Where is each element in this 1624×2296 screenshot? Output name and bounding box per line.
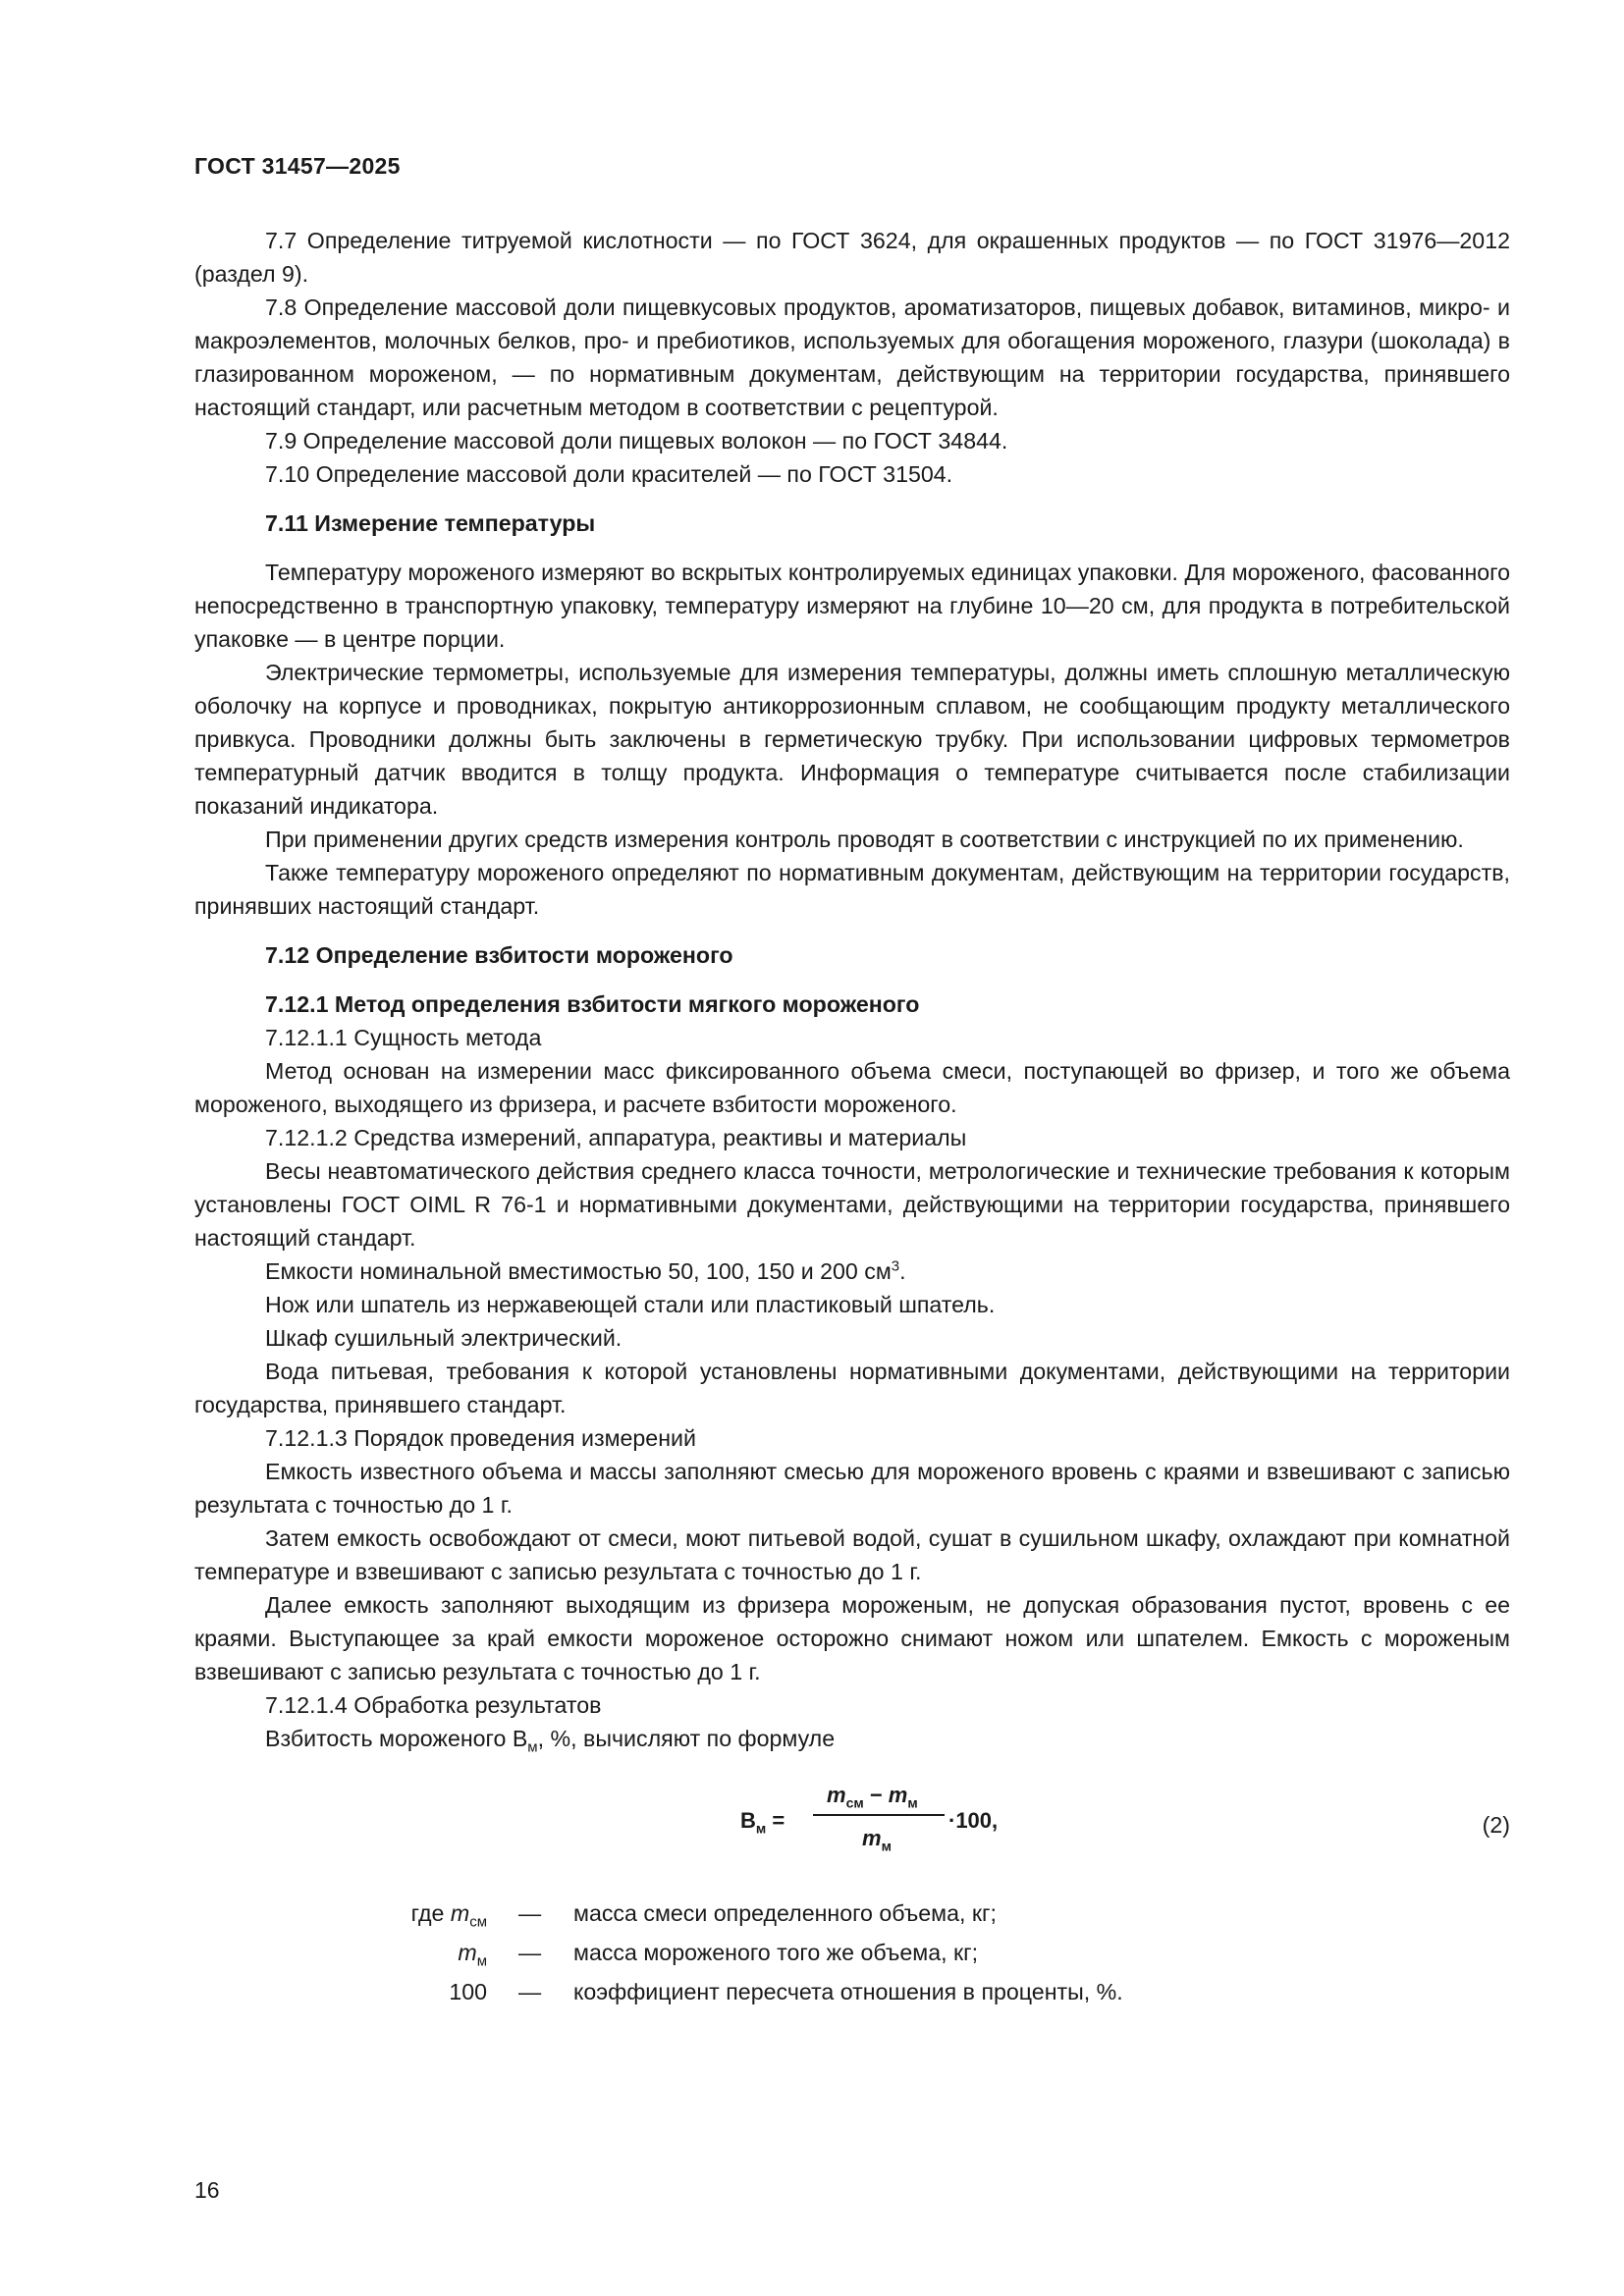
paragraph-7-7: 7.7 Определение титруемой кислотности — по ГОСТ 3624, для окрашенных продуктов — по ГОСТ 31976—2012 (раздел 9). <box>194 228 1510 287</box>
denominator-subscript: м <box>881 1838 892 1854</box>
formula-number: (2) <box>1482 1812 1510 1838</box>
legend-variable: m <box>458 1940 477 1965</box>
document-header: ГОСТ 31457—2025 <box>194 153 401 179</box>
paragraph-method: Метод основан на измерении масс фиксированного объема смеси, поступающей во фризер, и того же объема мороженого, выходящего из фризера, и расчете взбитости мороженого. <box>194 1058 1510 1117</box>
legend-lead-text: 100 <box>449 1979 487 2004</box>
paragraph-equipment-scales: Весы неавтоматического действия среднего класса точности, метрологические и технические требования к которым установлены ГОСТ OIML R 76-1 и нормативными документами, действующими на территории государства, принявшего настоящий стандарт. <box>194 1158 1510 1251</box>
numerator-subscript-b: м <box>907 1794 918 1811</box>
numerator-subscript-a: см <box>845 1794 864 1811</box>
paragraph-procedure-2: Затем емкость освобождают от смеси, моют питьевой водой, сушат в сушильном шкафу, охлаждают при комнатной температуре и взвешивают с записью результата с точностью до 1 г. <box>194 1525 1510 1584</box>
paragraph-equipment-containers <box>194 1255 1510 1288</box>
paragraph-7-8: 7.8 Определение массовой доли пищевкусовых продуктов, ароматизаторов, пищевых добавок, витаминов, микро- и макроэлементов, молочных белков, про- и пребиотиков, используемых для обогащения мороженого, глазури (шоколада) в глазированном мороженом, — по нормативным документам, действующим на территории государства, принявшего настоящий стандарт, или расчетным методом в соответствии с рецептурой. <box>194 294 1510 420</box>
legend-dash: — <box>518 1900 542 1926</box>
containers-period: . <box>899 1258 906 1284</box>
formula-equals: = <box>766 1808 785 1833</box>
numerator-symbol-b: m <box>888 1783 908 1807</box>
paragraph-equipment-water: Вода питьевая, требования к которой установлены нормативными документами, действующими на территории государства, принявшего стандарт. <box>194 1359 1510 1417</box>
section-heading-7-11: 7.11 Измерение температуры <box>265 510 596 536</box>
fraction-bar <box>813 1814 945 1816</box>
formula-lhs-symbol: В <box>740 1808 756 1833</box>
formula-tail: ·100, <box>948 1808 999 1833</box>
section-heading-7-12: 7.12 Определение взбитости мороженого <box>265 942 733 968</box>
subsection-7-12-1-2: 7.12.1.2 Средства измерений, аппаратура, реактивы и материалы <box>265 1125 967 1150</box>
results-text-post: , %, вычисляют по формуле <box>537 1726 836 1751</box>
legend-variable: m <box>450 1900 470 1926</box>
legend-description: коэффициент пересчета отношения в проценты, %. <box>573 1979 1123 2004</box>
paragraph-results-intro <box>194 1722 1510 1755</box>
document-body <box>194 224 1510 2014</box>
legend-row <box>194 1975 1510 2014</box>
legend-symbol <box>449 1975 487 2008</box>
numerator-symbol-a: m <box>827 1783 846 1807</box>
results-text-pre: Взбитость мороженого В <box>265 1726 528 1751</box>
subsection-7-12-1-3: 7.12.1.3 Порядок проведения измерений <box>265 1425 696 1451</box>
formula-lhs <box>740 1804 785 1838</box>
page-number: 16 <box>194 2177 220 2203</box>
legend-row <box>194 1896 1510 1936</box>
cubic-superscript: 3 <box>891 1257 900 1275</box>
legend-description: масса смеси определенного объема, кг; <box>573 1900 997 1926</box>
paragraph-temp-1: Температуру мороженого измеряют во вскрытых контролируемых единицах упаковки. Для мороженого, фасованного непосредственно в транспортную упаковку, температуру измеряют на глубине 10—20 см, для продукта в потребительской упаковке — в центре порции. <box>194 560 1510 652</box>
formula-numerator <box>827 1779 918 1812</box>
paragraph-7-10: 7.10 Определение массовой доли красителей — по ГОСТ 31504. <box>265 461 953 487</box>
legend-lead-text: где <box>410 1900 451 1926</box>
legend-dash: — <box>518 1940 542 1965</box>
legend-symbol <box>458 1936 487 1969</box>
legend-subscript: м <box>476 1952 487 1970</box>
numerator-minus: − <box>863 1783 889 1807</box>
subsection-7-12-1-4: 7.12.1.4 Обработка результатов <box>265 1692 602 1718</box>
paragraph-temp-4: Также температуру мороженого определяют по нормативным документам, действующим на территории государств, принявших настоящий стандарт. <box>194 860 1510 919</box>
subsection-heading-7-12-1: 7.12.1 Метод определения взбитости мягкого мороженого <box>265 991 920 1017</box>
paragraph-equipment-oven: Шкаф сушильный электрический. <box>265 1325 623 1351</box>
legend-symbol <box>411 1896 487 1930</box>
paragraph-procedure-3: Далее емкость заполняют выходящим из фризера мороженым, не допуская образования пустот, вровень с ее краями. Выступающее за край емкости мороженое осторожно снимают ножом или шпателем. Емкость с мороженым взвешивают с записью результата с точностью до 1 г. <box>194 1592 1510 1684</box>
legend-description: масса мороженого того же объема, кг; <box>573 1940 979 1965</box>
results-subscript: м <box>527 1738 538 1756</box>
legend-subscript: см <box>469 1913 487 1931</box>
denominator-symbol: m <box>862 1826 882 1850</box>
subsection-7-12-1-1: 7.12.1.1 Сущность метода <box>265 1025 542 1050</box>
paragraph-7-9: 7.9 Определение массовой доли пищевых волокон — по ГОСТ 34844. <box>265 428 1008 454</box>
variable-legend <box>194 1896 1510 2014</box>
paragraph-procedure-1: Емкость известного объема и массы заполняют смесью для мороженого вровень с краями и взвешивают с записью результата с точностью до 1 г. <box>194 1459 1510 1518</box>
formula-block <box>194 1773 1510 1871</box>
containers-text: Емкости номинальной вместимостью 50, 100, 150 и 200 см <box>265 1258 892 1284</box>
formula-lhs-subscript: м <box>755 1820 767 1837</box>
paragraph-temp-2: Электрические термометры, используемые для измерения температуры, должны иметь сплошную металлическую оболочку на корпусе и проводниках, покрытую антикоррозионным сплавом, не сообщающим продукту металлического привкуса. Проводники должны быть заключены в герметическую трубку. При использовании цифровых термометров температурный датчик вводится в толщу продукта. Информация о температуре считывается после стабилизации показаний индикатора. <box>194 660 1510 819</box>
formula-denominator <box>862 1822 892 1855</box>
paragraph-temp-3: При применении других средств измерения контроль проводят в соответствии с инструкцией по их применению. <box>265 827 1464 852</box>
paragraph-equipment-knife: Нож или шпатель из нержавеющей стали или пластиковый шпатель. <box>265 1292 996 1317</box>
legend-dash: — <box>518 1979 542 2004</box>
legend-row <box>194 1936 1510 1975</box>
